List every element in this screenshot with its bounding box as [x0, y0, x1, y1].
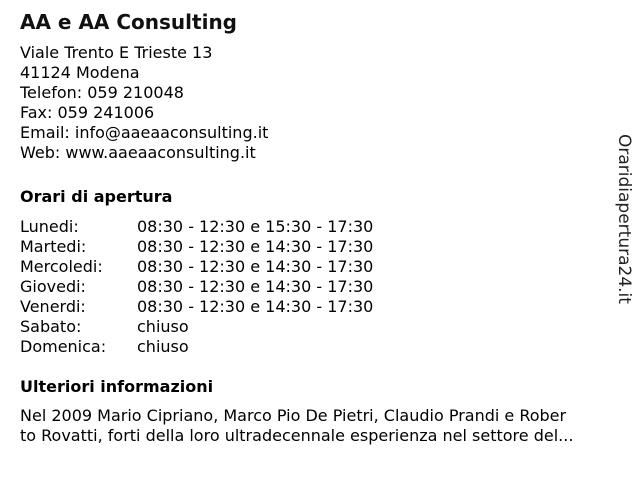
further-info-heading: Ulteriori informazioni	[20, 377, 214, 396]
day-label: Mercoledi:	[20, 257, 103, 276]
phone-number: Telefon: 059 210048	[20, 83, 184, 102]
hours-row-sunday	[20, 337, 620, 357]
day-label: Lunedi:	[20, 217, 79, 236]
info-text-line: to Rovatti, forti della loro ultradecennale esperienza nel settore del...	[20, 426, 574, 445]
closed-label: chiuso	[137, 337, 189, 356]
opening-hours-heading: Orari di apertura	[20, 187, 173, 206]
business-card	[20, 10, 620, 446]
time-range: 08:30 - 12:30 e 14:30 - 17:30	[137, 277, 374, 296]
closed-label: chiuso	[137, 317, 189, 336]
info-text-line: Nel 2009 Mario Cipriano, Marco Pio De Pietri, Claudio Prandi e Rober	[20, 406, 567, 425]
hours-row-tuesday	[20, 237, 620, 257]
hours-row-friday	[20, 297, 620, 317]
street-address: Viale Trento E Trieste 13	[20, 43, 213, 62]
contact-details	[20, 43, 620, 163]
postal-city: 41124 Modena	[20, 63, 140, 82]
day-label: Domenica:	[20, 337, 107, 356]
site-watermark: Oraridiapertura24.it	[614, 134, 634, 304]
time-range: 08:30 - 12:30 e 14:30 - 17:30	[137, 237, 374, 256]
hours-row-saturday	[20, 317, 620, 337]
hours-row-wednesday	[20, 257, 620, 277]
opening-hours-table	[20, 217, 620, 357]
day-label: Giovedi:	[20, 277, 86, 296]
hours-row-thursday	[20, 277, 620, 297]
further-info-text	[20, 406, 624, 446]
fax-number: Fax: 059 241006	[20, 103, 155, 122]
company-name: AA e AA Consulting	[20, 10, 237, 34]
day-label: Martedi:	[20, 237, 87, 256]
time-range: 08:30 - 12:30 e 14:30 - 17:30	[137, 257, 374, 276]
time-range: 08:30 - 12:30 e 14:30 - 17:30	[137, 297, 374, 316]
hours-row-monday	[20, 217, 620, 237]
day-label: Sabato:	[20, 317, 82, 336]
time-range: 08:30 - 12:30 e 15:30 - 17:30	[137, 217, 374, 236]
email-address: Email: info@aaeaaconsulting.it	[20, 123, 269, 142]
day-label: Venerdi:	[20, 297, 86, 316]
website-address: Web: www.aaeaaconsulting.it	[20, 143, 256, 162]
